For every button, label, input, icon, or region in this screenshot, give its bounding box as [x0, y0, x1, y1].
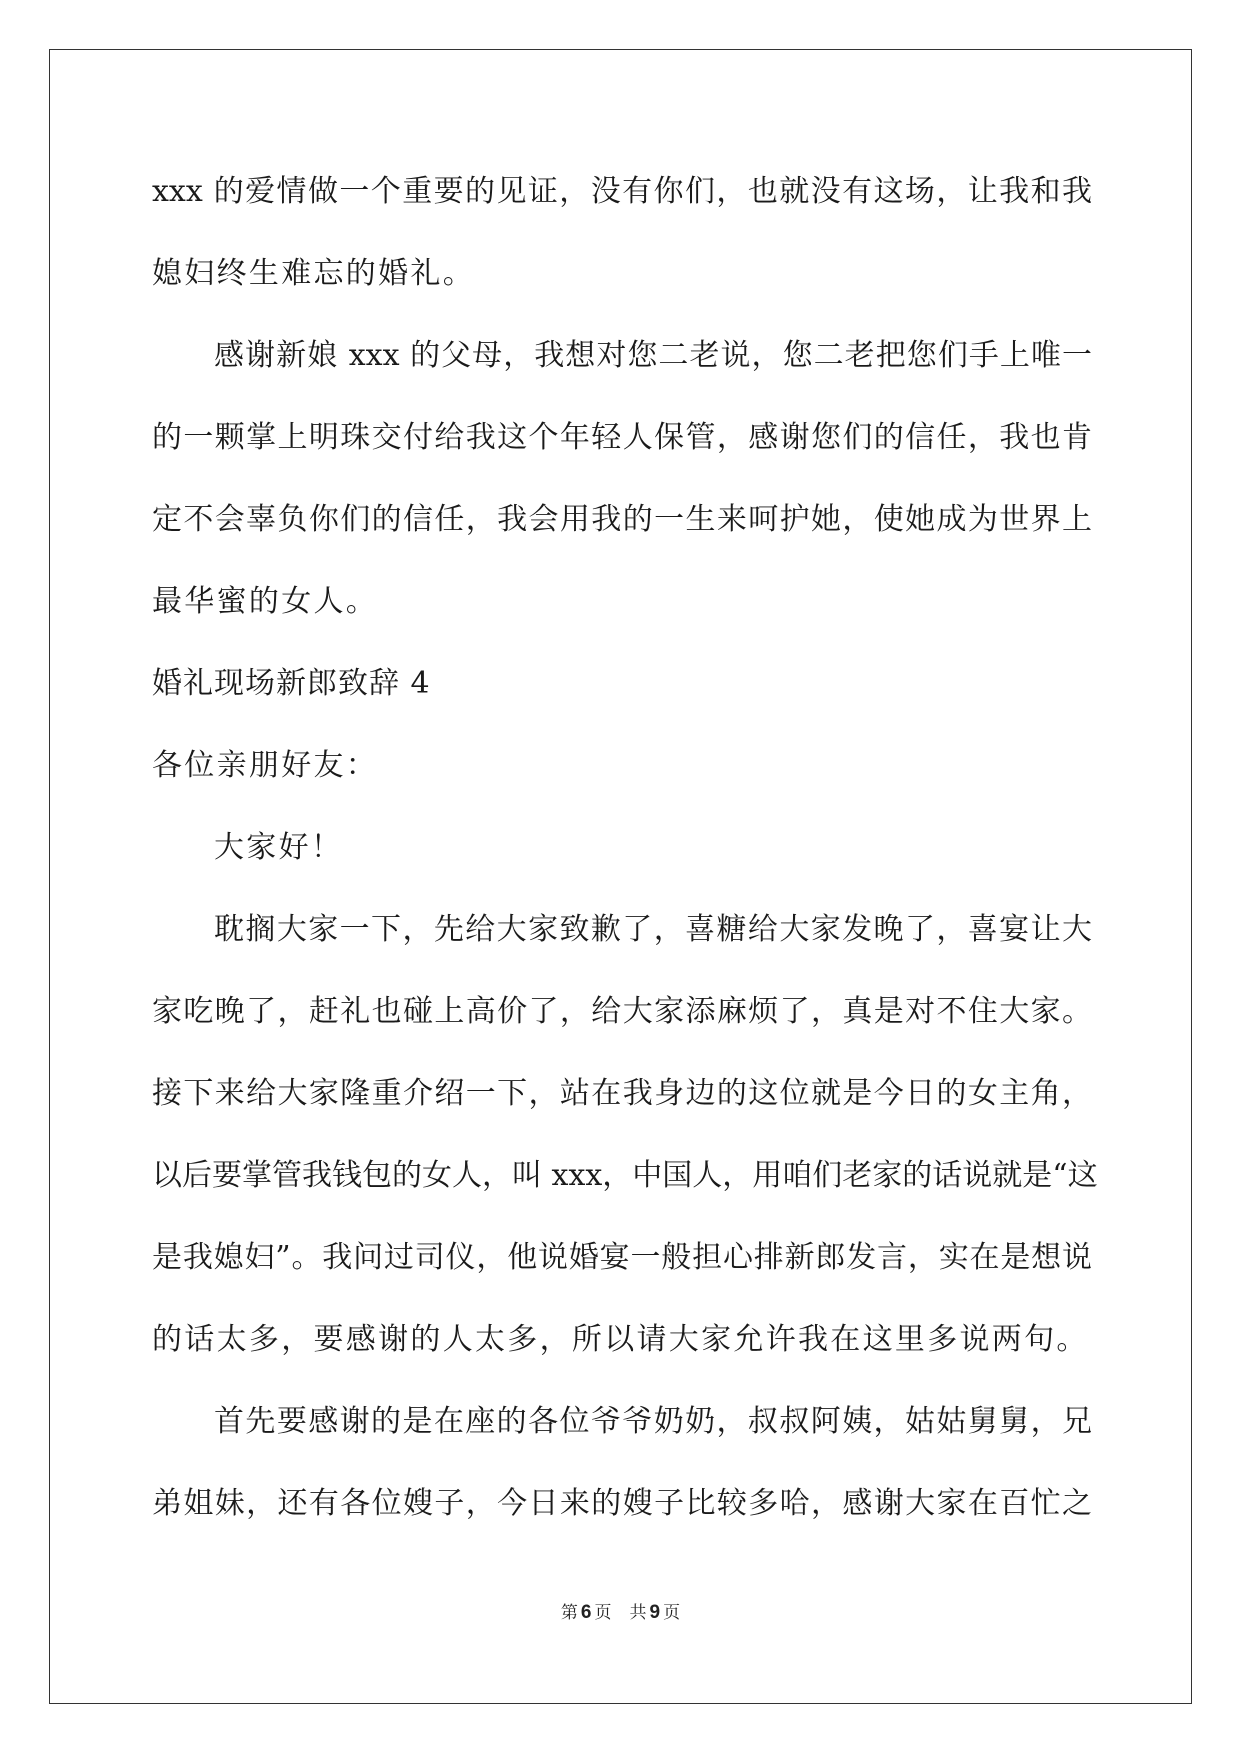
- section-heading: 婚礼现场新郎致辞 4: [152, 666, 431, 701]
- text-line: 弟姐妹，还有各位嫂子，今日来的嫂子比较多哈，感谢大家在百忙之: [152, 1486, 1092, 1521]
- text-line: xxx 的爱情做一个重要的见证，没有你们，也就没有这场，让我和我: [152, 174, 1092, 209]
- total-suffix: 页: [663, 1603, 681, 1623]
- text-line: 以后要掌管我钱包的女人，叫 xxx，中国人，用咱们老家的话说就是“这: [152, 1158, 1098, 1193]
- page-footer: [0, 1598, 1241, 1624]
- paragraph-start-line: 耽搁大家一下，先给大家致歉了，喜糖给大家发晚了，喜宴让大: [214, 912, 1092, 947]
- page-suffix: 页: [594, 1603, 612, 1623]
- current-page-number: 6: [580, 1602, 592, 1623]
- document-body: [152, 161, 1098, 1555]
- text-line: 的一颗掌上明珠交付给我这个年轻人保管，感谢您们的信任，我也肯: [152, 420, 1092, 455]
- text-line: 家吃晚了，赶礼也碰上高价了，给大家添麻烦了，真是对不住大家。: [152, 994, 1092, 1029]
- text-line: 的话太多，要感谢的人太多，所以请大家允许我在这里多说两句。: [152, 1322, 1089, 1357]
- text-line: 定不会辜负你们的信任，我会用我的一生来呵护她，使她成为世界上: [152, 502, 1092, 537]
- total-page-number: 9: [649, 1602, 661, 1623]
- greeting: 大家好！: [214, 830, 344, 865]
- page-prefix: 第: [560, 1603, 578, 1623]
- paragraph-start-line: 感谢新娘 xxx 的父母，我想对您二老说，您二老把您们手上唯一: [214, 338, 1092, 373]
- paragraph-start-line: 首先要感谢的是在座的各位爷爷奶奶，叔叔阿姨，姑姑舅舅，兄: [214, 1404, 1092, 1439]
- text-line: 是我媳妇”。我问过司仪，他说婚宴一般担心排新郎发言，实在是想说: [152, 1240, 1092, 1275]
- text-line: 最华蜜的女人。: [152, 584, 379, 619]
- text-line: 媳妇终生难忘的婚礼。: [152, 256, 475, 291]
- salutation: 各位亲朋好友：: [152, 748, 379, 783]
- text-line: 接下来给大家隆重介绍一下，站在我身边的这位就是今日的女主角，: [152, 1076, 1092, 1111]
- total-prefix: 共: [629, 1603, 647, 1623]
